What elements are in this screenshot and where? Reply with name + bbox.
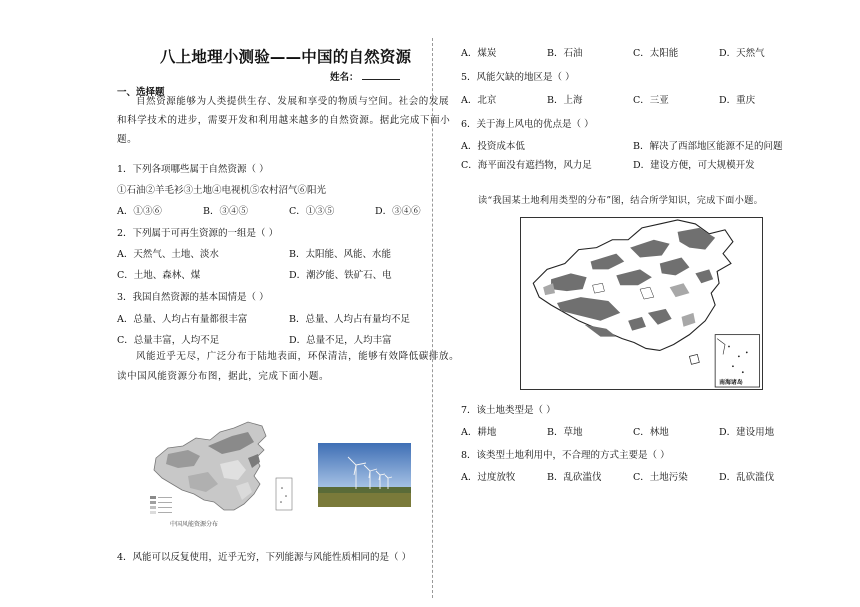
- question-1: 1．下列各项哪些属于自然资源（ ）: [117, 164, 269, 175]
- q6-option-b[interactable]: B．解决了西部地区能源不足的问题: [633, 141, 783, 152]
- q2-option-a[interactable]: A．天然气、土地、淡水: [117, 249, 219, 260]
- intro1-line3: 题。: [117, 134, 138, 145]
- q8-option-b[interactable]: B．乱砍滥伐: [547, 472, 602, 483]
- q2-option-c[interactable]: C．土地、森林、煤: [117, 270, 201, 281]
- question-8: 8．该类型土地利用中，不合理的方式主要是（ ）: [461, 450, 670, 461]
- q4-option-a[interactable]: A．煤炭: [461, 48, 497, 59]
- land-use-map: [520, 217, 763, 390]
- name-label: 姓名：: [330, 72, 359, 83]
- intro2-line1: 风能近乎无尽，广泛分布于陆地表面，环保清洁，能够有效降低碳排放。: [136, 351, 460, 362]
- intro1-line2: 和科学技术的进步，需要开发和利用越来越多的自然资源。据此完成下面小: [117, 115, 451, 126]
- q5-option-b[interactable]: B．上海: [547, 95, 583, 106]
- q7-option-a[interactable]: A．耕地: [461, 427, 497, 438]
- q5-option-c[interactable]: C．三亚: [633, 95, 669, 106]
- q1-option-c[interactable]: C．①③⑤: [289, 206, 335, 217]
- q7-option-c[interactable]: C．林地: [633, 427, 669, 438]
- q7-option-d[interactable]: D．建设用地: [719, 427, 775, 438]
- q6-option-a[interactable]: A．投资成本低: [461, 141, 525, 152]
- q3-option-c[interactable]: C．总量丰富，人均不足: [117, 335, 220, 346]
- question-7: 7．该土地类型是（ ）: [461, 405, 556, 416]
- q1-option-b[interactable]: B．③④⑤: [203, 206, 248, 217]
- section-heading: 一、选择题: [117, 87, 165, 98]
- wind-resource-map: [148, 418, 294, 530]
- q8-option-c[interactable]: C．土地污染: [633, 472, 688, 483]
- question-3: 3．我国自然资源的基本国情是（ ）: [117, 292, 269, 303]
- wind-turbine-photo: [318, 443, 411, 507]
- intro1-line1: 自然资源能够为人类提供生存、发展和享受的物质与空间。社会的发展: [136, 96, 450, 107]
- name-blank-line[interactable]: [362, 71, 400, 80]
- q8-option-a[interactable]: A．过度放牧: [461, 472, 516, 483]
- q4-option-b[interactable]: B．石油: [547, 48, 583, 59]
- q1-option-a[interactable]: A．①③⑥: [117, 206, 162, 217]
- q3-option-a[interactable]: A．总量、人均占有量都很丰富: [117, 314, 248, 325]
- question-6: 6．关于海上风电的优点是（ ）: [461, 119, 594, 130]
- q2-option-b[interactable]: B．太阳能、风能、水能: [289, 249, 391, 260]
- land-map-inset-label: 南海诸岛: [719, 379, 743, 387]
- q6-option-d[interactable]: D．建设方便，可大规模开发: [633, 160, 755, 171]
- question-2: 2．下列属于可再生资源的一组是（ ）: [117, 228, 279, 239]
- q1-option-d[interactable]: D．③④⑥: [375, 206, 421, 217]
- page-title: 八上地理小测验——中国的自然资源: [160, 48, 412, 66]
- intro3: 读“我国某土地利用类型的分布”图，结合所学知识，完成下面小题。: [478, 195, 764, 206]
- q5-option-d[interactable]: D．重庆: [719, 95, 756, 106]
- question-1-items: ①石油②羊毛衫③土地④电视机⑤农村沼气⑥阳光: [117, 185, 327, 196]
- q6-option-c[interactable]: C．海平面没有遮挡物，风力足: [461, 160, 592, 171]
- q4-option-d[interactable]: D．天然气: [719, 48, 765, 59]
- small-map-caption: 中国风能资源分布: [170, 521, 219, 528]
- q5-option-a[interactable]: A．北京: [461, 95, 497, 106]
- intro2-line2: 读中国风能资源分布图，据此，完成下面小题。: [117, 371, 330, 382]
- question-4: 4．风能可以反复使用，近乎无穷，下列能源与风能性质相同的是（ ）: [117, 552, 412, 563]
- q4-option-c[interactable]: C．太阳能: [633, 48, 679, 59]
- q3-option-b[interactable]: B．总量、人均占有量均不足: [289, 314, 410, 325]
- q8-option-d[interactable]: D．乱砍滥伐: [719, 472, 775, 483]
- q3-option-d[interactable]: D．总量不足，人均丰富: [289, 335, 392, 346]
- question-5: 5．风能欠缺的地区是（ ）: [461, 72, 575, 83]
- q2-option-d[interactable]: D．潮汐能、铁矿石、电: [289, 270, 392, 281]
- name-field: [330, 69, 400, 83]
- q7-option-b[interactable]: B．草地: [547, 427, 583, 438]
